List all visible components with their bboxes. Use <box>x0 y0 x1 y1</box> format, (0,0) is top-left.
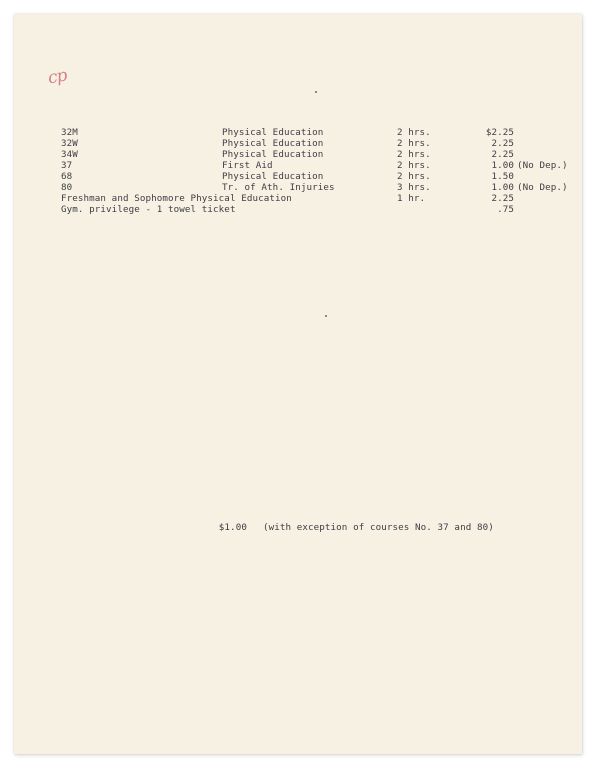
course-fee: 1.50 <box>491 171 514 182</box>
course-fee: 1.00 <box>491 182 514 193</box>
paper-speck <box>325 315 327 317</box>
course-number: 68 <box>61 171 73 182</box>
course-name: Tr. of Ath. Injuries <box>222 182 335 193</box>
course-hours: 2 hrs. <box>397 127 431 138</box>
course-number: 37 <box>61 160 73 171</box>
course-number: 34W <box>61 149 78 160</box>
deposit-exception-text: (with exception of courses No. 37 and 80) <box>262 522 494 533</box>
course-hours: 2 hrs. <box>397 149 431 160</box>
paper-sheet <box>14 14 582 754</box>
course-name: Physical Education <box>222 127 324 138</box>
row-description: Freshman and Sophomore Physical Education <box>61 193 292 204</box>
deposit-amount: $1.00 <box>218 522 247 533</box>
paper-speck <box>315 91 317 93</box>
course-fee: 2.25 <box>491 138 514 149</box>
row-description: Gym. privilege - 1 towel ticket <box>61 204 236 215</box>
course-hours: 2 hrs. <box>397 171 431 182</box>
course-fee: 2.25 <box>491 149 514 160</box>
course-fee: 1.00 <box>491 160 514 171</box>
deposit-note <box>185 510 494 546</box>
handwritten-annotation: cp <box>46 65 69 89</box>
course-note: (No Dep.) <box>517 160 568 171</box>
course-name: Physical Education <box>222 138 324 149</box>
course-hours: 3 hrs. <box>397 182 431 193</box>
course-number: 32W <box>61 138 78 149</box>
row-hours: 1 hr. <box>397 193 426 204</box>
table-row <box>14 204 582 216</box>
course-name: Physical Education <box>222 149 324 160</box>
course-hours: 2 hrs. <box>397 160 431 171</box>
course-number: 80 <box>61 182 73 193</box>
course-fee: $2.25 <box>485 127 514 138</box>
row-fee: .75 <box>497 204 514 215</box>
course-name: Physical Education <box>222 171 324 182</box>
course-hours: 2 hrs. <box>397 138 431 149</box>
row-fee: 2.25 <box>491 193 514 204</box>
course-name: First Aid <box>222 160 273 171</box>
course-number: 32M <box>61 127 78 138</box>
course-note: (No Dep.) <box>517 182 568 193</box>
